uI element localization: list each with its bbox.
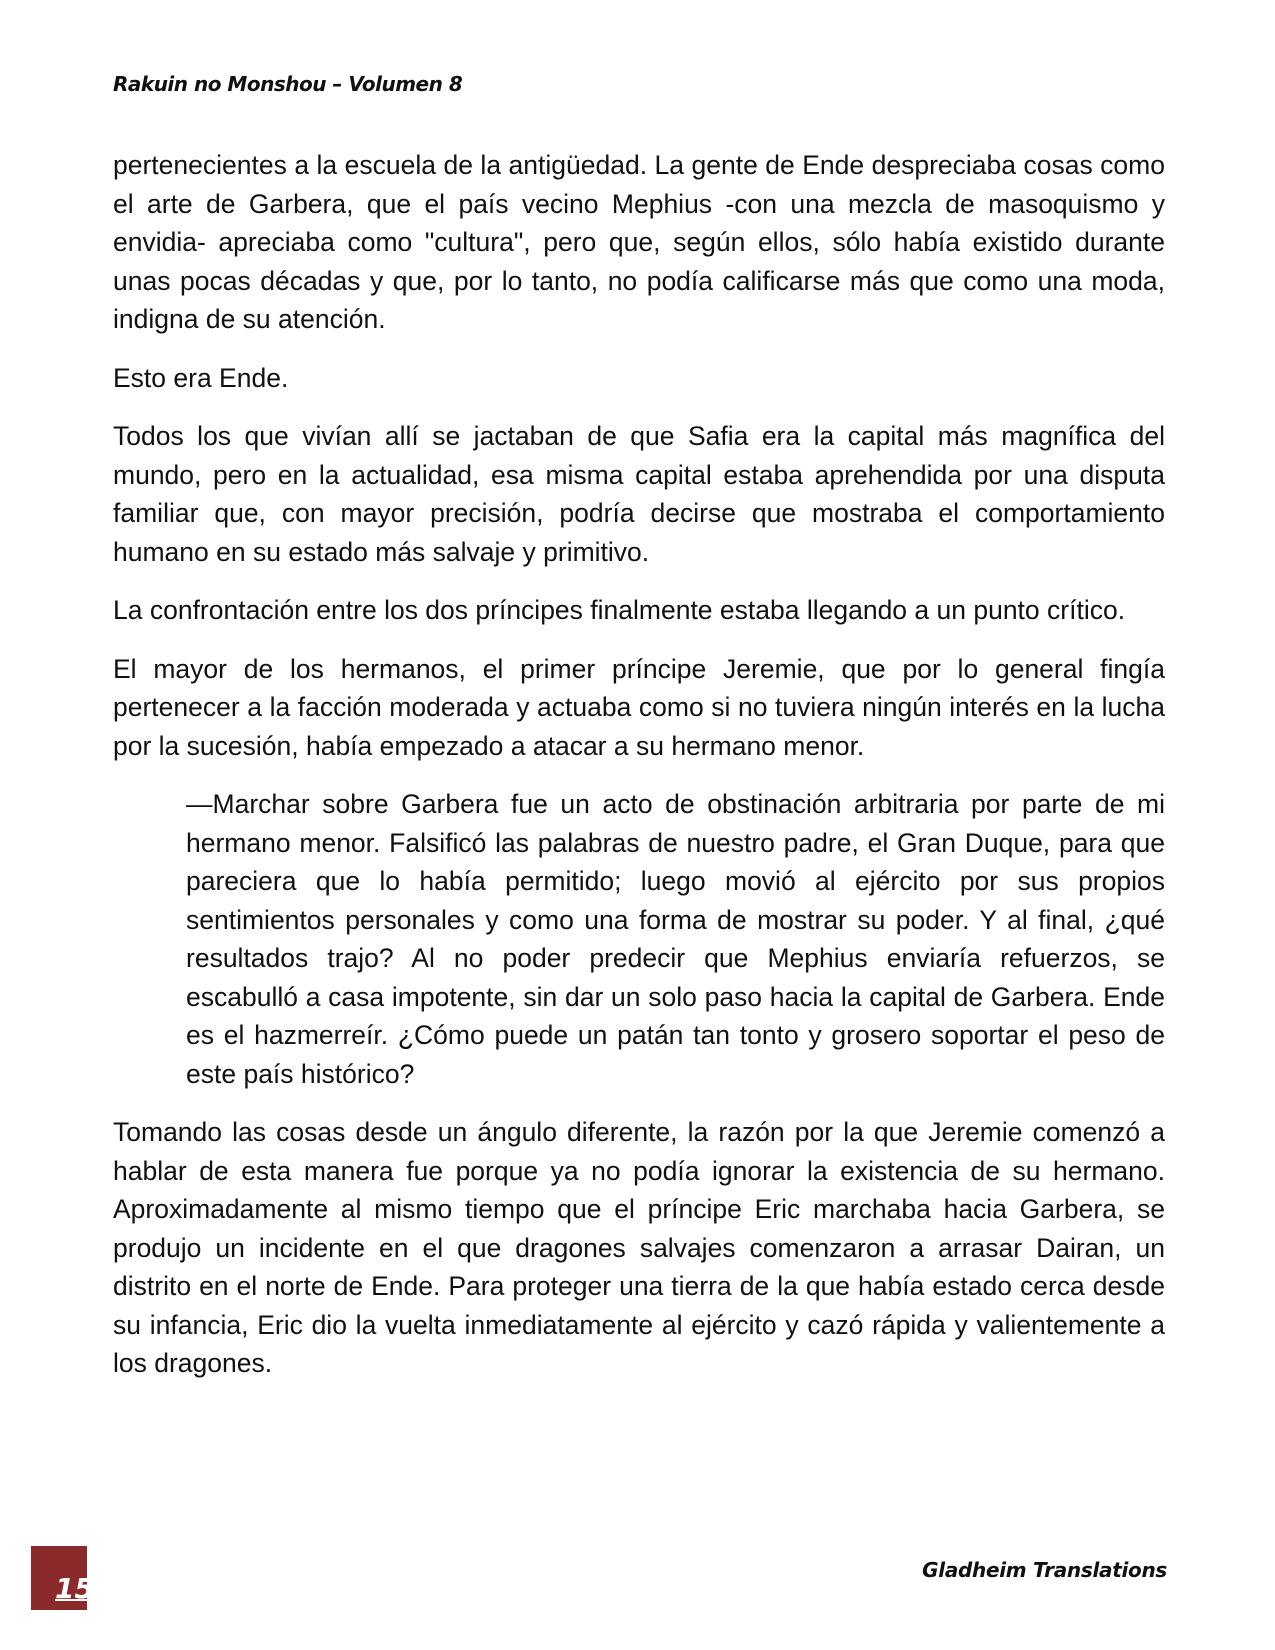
- paragraph: La confrontación entre los dos príncipes finalmente estaba llegando a un punto crítico.: [113, 595, 1126, 625]
- page-number: 15: [55, 1572, 94, 1605]
- body-text: [113, 146, 1165, 1403]
- running-header: Rakuin no Monshou – Volumen 8: [113, 72, 463, 96]
- paragraph: Esto era Ende.: [113, 362, 289, 393]
- translator-credit: Gladheim Translations: [922, 1558, 1167, 1582]
- paragraph: Todos los que vivían allí se jactaban de que Safia era la capital más magnífica del mundo, pero en la actualidad, esa misma capital estaba aprehendida por una disputa familiar que, con mayor precisión, podría decirse que mostraba el comportamiento humano en su estado más salvaje y primitivo.: [113, 421, 1165, 567]
- block-quote: —Marchar sobre Garbera fue un acto de obstinación arbitraria por parte de mi hermano menor. Falsificó las palabras de nuestro padre, el Gran Duque, para que pareciera que lo había permitido; luego movió al ejército por sus propios sentimientos personales y como una forma de mostrar su poder. Y al final, ¿qué resultados trajo? Al no poder predecir que Mephius enviaría refuerzos, se escabulló a casa impotente, sin dar un solo paso hacia la capital de Garbera. Ende es el hazmerreír. ¿Cómo puede un patán tan tonto y grosero soportar el peso de este país histórico?: [186, 789, 1165, 1089]
- paragraph: Tomando las cosas desde un ángulo diferente, la razón por la que Jeremie comenzó a hablar de esta manera fue porque ya no podía ignorar la existencia de su hermano. Aproximadamente al mismo tiempo que el príncipe Eric marchaba hacia Garbera, se produjo un incidente en el que dragones salvajes comenzaron a arrasar Dairan, un distrito en el norte de Ende. Para proteger una tierra de la que había estado cerca desde su infancia, Eric dio la vuelta inmediatamente al ejército y cazó rápida y valientemente a los dragones.: [113, 1117, 1165, 1378]
- paragraph: El mayor de los hermanos, el primer príncipe Jeremie, que por lo general fingía pertenecer a la facción moderada y actuaba como si no tuviera ningún interés en la lucha por la sucesión, había empezado a atacar a su hermano menor.: [113, 653, 1165, 761]
- paragraph: pertenecientes a la escuela de la antigüedad. La gente de Ende despreciaba cosas como el arte de Garbera, que el país vecino Mephius -con una mezcla de masoquismo y envidia- apreciaba como "cultura", pero que, según ellos, sólo había existido durante unas pocas décadas y que, por lo tanto, no podía calificarse más que como una moda, indigna de su atención.: [113, 150, 1165, 334]
